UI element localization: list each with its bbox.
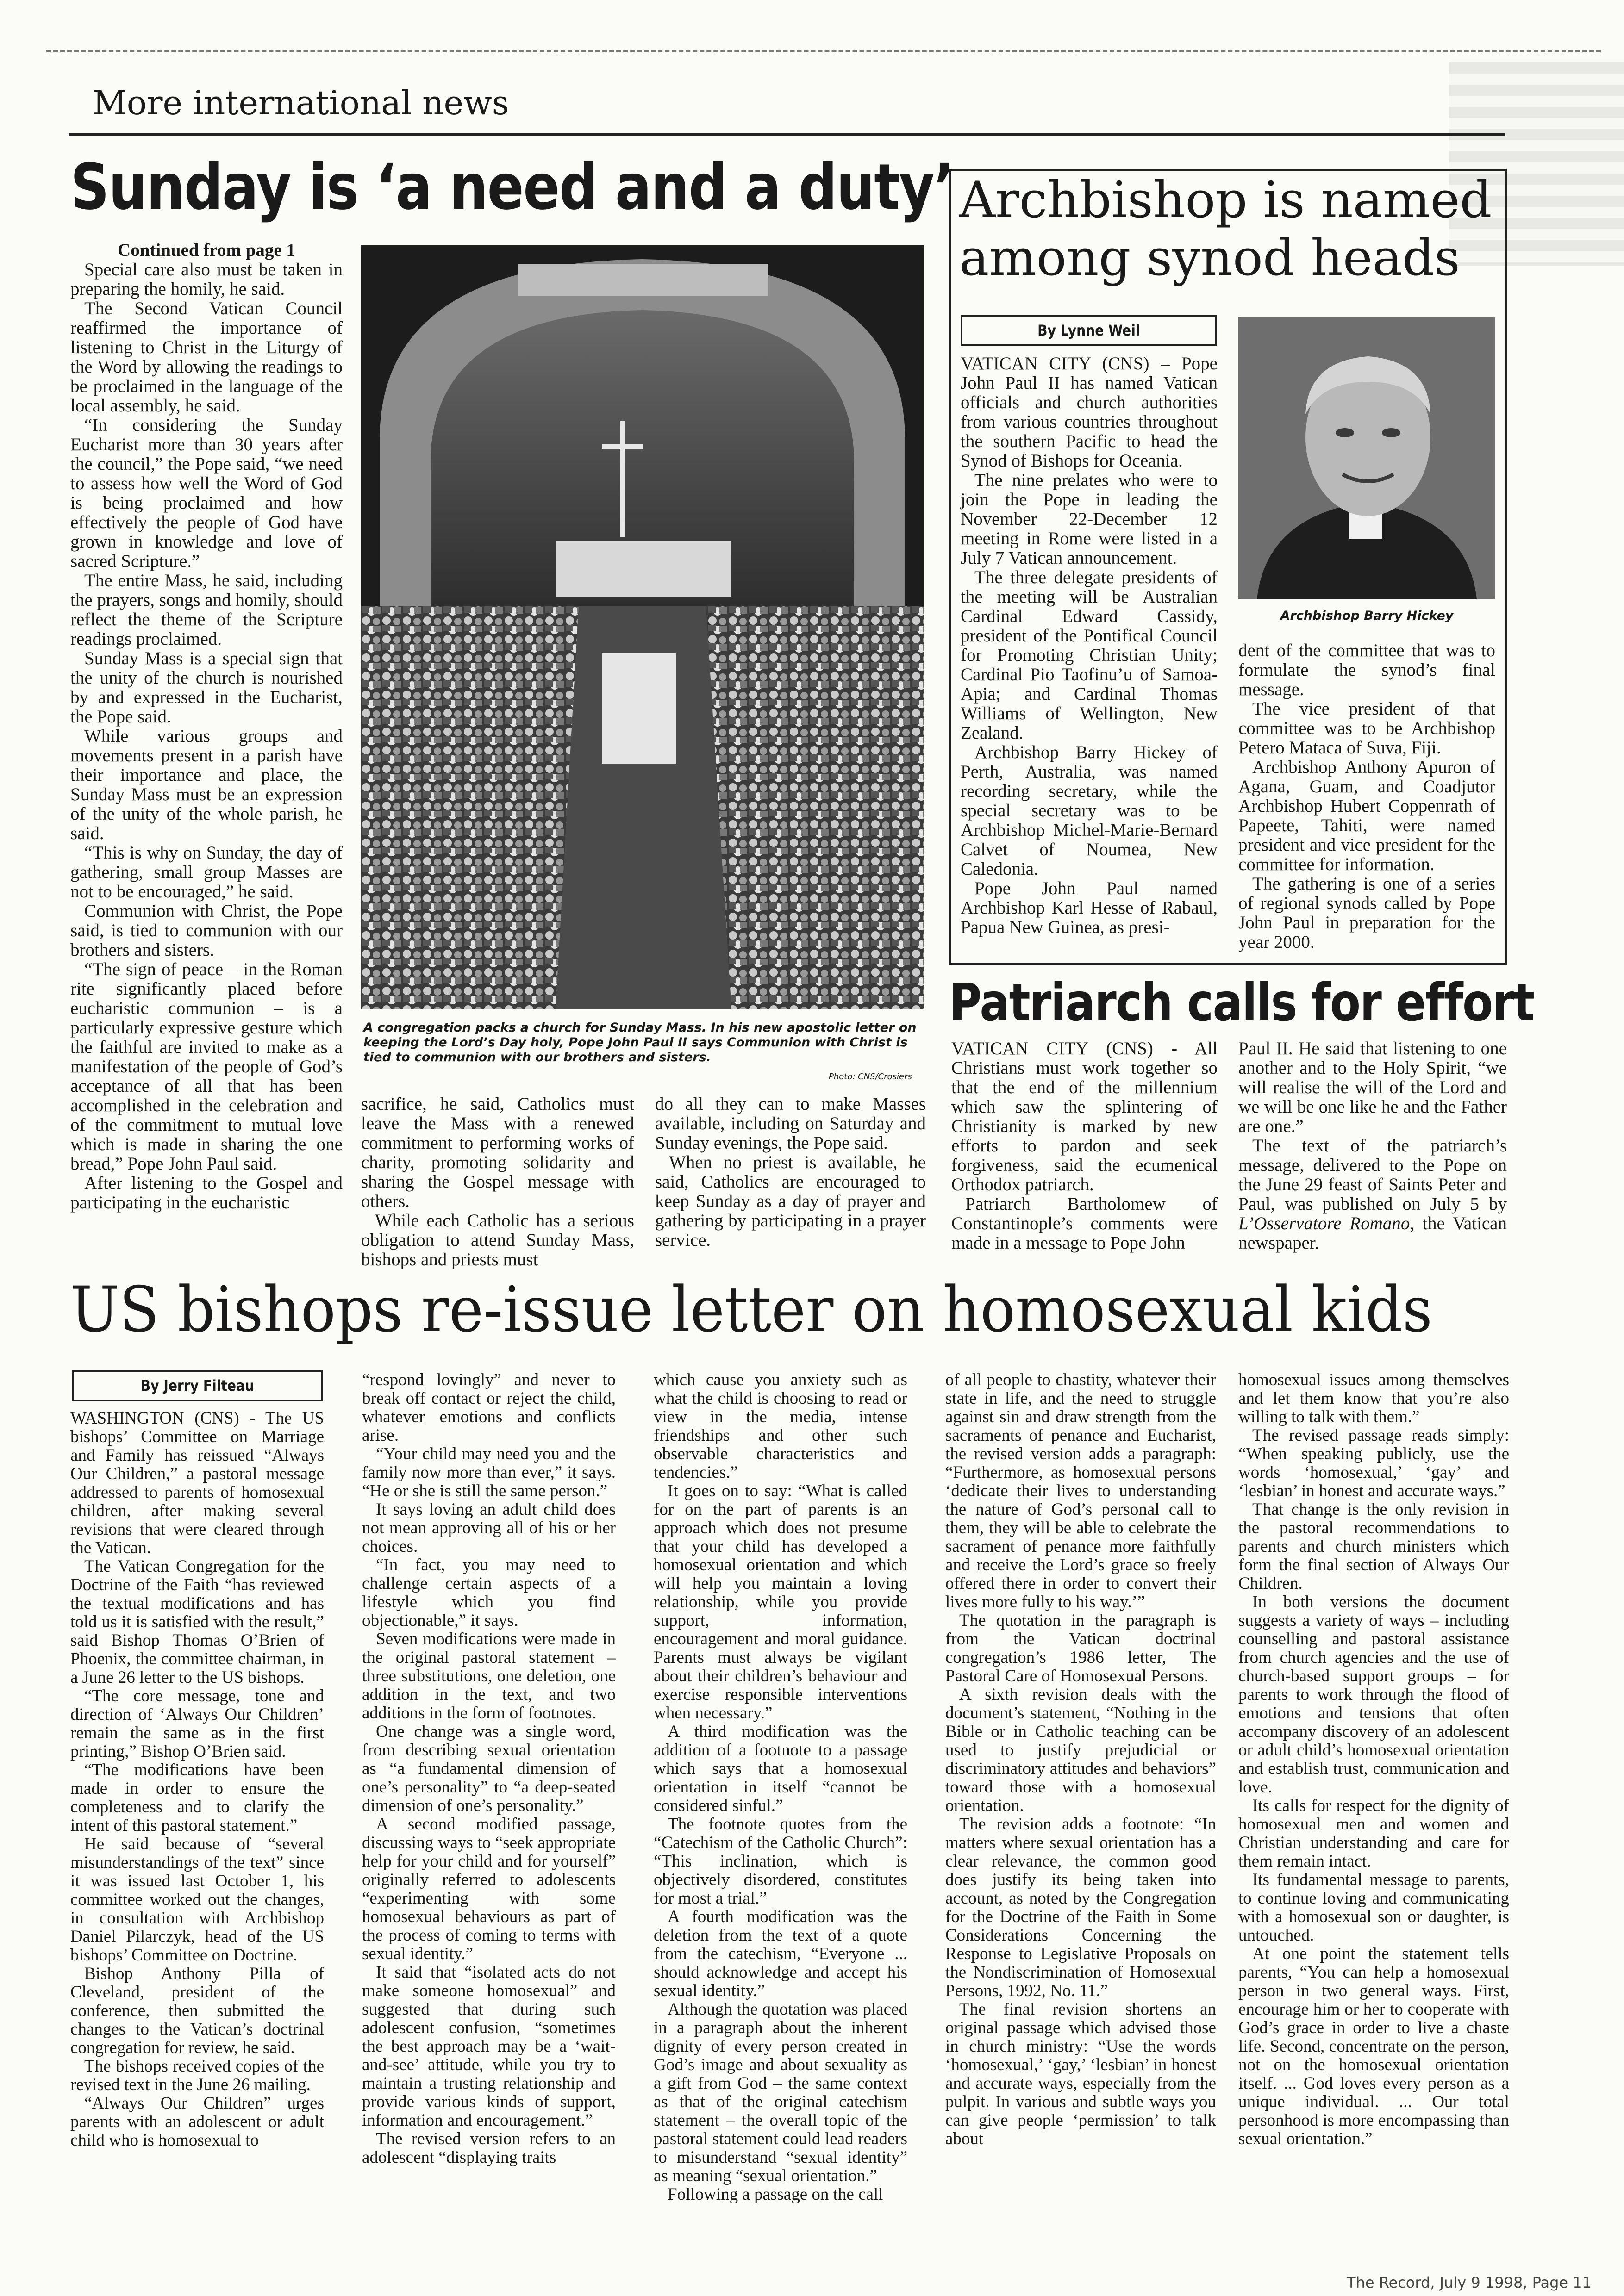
- text-run: , the Vatican newspaper.: [1238, 1213, 1507, 1253]
- paragraph: One change was a single word, from describing sexual orientation as “a fundamental dimension of one’s personality” to “a deep-seated dimension of one’s personality.”: [362, 1722, 616, 1815]
- paragraph: homosexual issues among themselves and let them know that you’re also willing to talk with them.”: [1238, 1370, 1509, 1426]
- continued-note: Continued from page 1: [118, 240, 295, 260]
- archbishop-byline: [961, 315, 1217, 346]
- paragraph: Archbishop Anthony Apuron of Agana, Guam, and Coadjutor Archbishop Hubert Coppenrath of Papeete, Tahiti, were named president and vice president for the committee for information.: [1238, 757, 1495, 874]
- paragraph: When no priest is available, he said, Catholics are encouraged to keep Sunday as a day of prayer and gathering by participating in a prayer service.: [655, 1152, 926, 1250]
- paragraph: The revised version refers to an adolescent “displaying traits: [362, 2129, 616, 2167]
- paragraph: of all people to chastity, whatever their state in life, and the need to struggle against sin and draw strength from the sacraments of penance and Eucharist, the revised version adds a paragraph: “Furthermore, as homosexual persons ‘dedicate their lives to understanding the nature of God’s personal call to them, they will be able to celebrate the sacrament of penance more faithfully and receive the Lord’s grace so freely offered there in order to convert their lives more fully to his way.’”: [945, 1370, 1216, 1612]
- archbishop-headline: [959, 171, 1492, 287]
- paragraph: “In considering the Sunday Eucharist more than 30 years after the council,” the Pope said, “we need to assess how well the Word of God is being proclaimed and how effectively the people of God have grown in knowledge and love of sacred Scripture.”: [70, 415, 343, 571]
- paragraph: The final revision shortens an original passage which advised those in church ministry: “Use the words ‘homosexual,’ ‘gay,’ ‘lesbian’ in honest and accurate ways, especially from the pulpit. In various and subtle ways you can give people ‘permission’ to talk about: [945, 2000, 1216, 2148]
- bishops-byline: [72, 1370, 323, 1401]
- bishops-column-3: [654, 1371, 907, 2204]
- paragraph: Its fundamental message to parents, to continue loving and communicating with a homosexual son or daughter, is untouched.: [1238, 1870, 1509, 1945]
- paragraph: “The core message, tone and direction of ‘Always Our Children’ remain the same as in the first printing,” Bishop O’Brien said.: [70, 1686, 324, 1761]
- archbishop-portrait-photo: [1238, 317, 1495, 599]
- paragraph: The vice president of that committee was to be Archbishop Petero Mataca of Suva, Fiji.: [1238, 699, 1495, 758]
- paragraph: That change is the only revision in the pastoral recommendations to parents and church ministers which form the final section of Always Our Children.: [1238, 1500, 1509, 1593]
- paragraph: The Second Vatican Council reaffirmed the importance of listening to Christ in the Liturgy of the Word by allowing the readings to be proclaimed in the language of the local assembly, he said.: [70, 299, 343, 416]
- paragraph: A sixth revision deals with the document’s statement, “Nothing in the Bible or in Catholic teaching can be used to justify prejudicial or discriminatory attitudes and behaviors” toward those with a homosexual orientation.: [945, 1685, 1216, 1815]
- paragraph: While various groups and movements present in a parish have their importance and place, the Sunday Mass must be an expression of the unity of the whole parish, he said.: [70, 726, 343, 843]
- paragraph: do all they can to make Masses available, including on Saturday and Sunday evenings, the Pope said.: [655, 1094, 926, 1153]
- paragraph: Archbishop Barry Hickey of Perth, Australia, was named recording secretary, while the special secretary was to be Archbishop Michel-Marie-Bernard Calvet of Noumea, New Caledonia.: [961, 742, 1218, 879]
- paragraph: It said that “isolated acts do not make someone homosexual” and suggested that during such adolescent confusion, “sometimes the best approach may be a ‘wait-and-see’ attitude, while you try to maintain a trusting relationship and provide various kinds of support, information and encouragement.”: [362, 1963, 616, 2130]
- paragraph: The bishops received copies of the revised text in the June 26 mailing.: [70, 2057, 324, 2094]
- newspaper-title: L’Osservatore Romano: [1238, 1213, 1410, 1233]
- paragraph: The nine prelates who were to join the Pope in leading the November 22-December 12 meeting in Rome were listed in a July 7 Vatican announcement.: [961, 470, 1218, 568]
- paragraph: The quotation in the paragraph is from the Vatican doctrinal congregation’s 1986 letter, The Pastoral Care of Homosexual Persons.: [945, 1611, 1216, 1686]
- paragraph: Paul II. He said that listening to one another and to the Holy Spirit, “we will realise the will of the Lord and we will be one like he and the Father are one.”: [1238, 1039, 1507, 1136]
- paragraph: The revised passage reads simply: “When speaking publicly, use the words ‘homosexual,’ ‘gay’ and ‘lesbian’ in honest and accurate ways.”: [1238, 1426, 1509, 1500]
- paragraph: The entire Mass, he said, including the prayers, songs and homily, should reflect the theme of the Scripture readings proclaimed.: [70, 571, 343, 649]
- headline-line: Archbishop is named: [959, 171, 1492, 229]
- paragraph: [1238, 1136, 1507, 1253]
- patriarch-headline: Patriarch calls for effort: [949, 973, 1534, 1033]
- photo-credit: Photo: CNS/Crosiers: [829, 1072, 912, 1082]
- sunday-column-2: [361, 1095, 634, 1269]
- paragraph: Bishop Anthony Pilla of Cleveland, president of the conference, then submitted the changes to the Vatican’s doctrinal congregation for review, he said.: [70, 1964, 324, 2057]
- patriarch-column-1: [951, 1039, 1218, 1253]
- church-congregation-photo: [361, 245, 924, 1009]
- bishops-column-4: [945, 1371, 1216, 2148]
- paragraph: A second modified passage, discussing ways to “seek appropriate help for your child and for yourself” originally referred to adolescents “experimenting with some homosexual behaviours as part of the process of coming to terms with sexual identity.”: [362, 1815, 616, 1963]
- paragraph: It goes on to say: “What is called for on the part of parents is an approach which does not presume that your child has developed a homosexual orientation and which will help you maintain a loving relationship, while you provide support, information, encouragement and moral guidance. Parents must always be vigilant about their children’s behaviour and exercise responsible interventions when necessary.”: [654, 1481, 907, 1723]
- sunday-column-1: [70, 241, 343, 1213]
- sunday-headline: Sunday is ‘a need and a duty’: [70, 151, 954, 224]
- paragraph: Its calls for respect for the dignity of homosexual men and women and Christian understanding and care for them remain intact.: [1238, 1796, 1509, 1871]
- paragraph: “The modifications have been made in order to ensure the completeness and to clarify the intent of this pastoral statement.”: [70, 1761, 324, 1835]
- section-rule: [69, 133, 1505, 136]
- paragraph: In both versions the document suggests a variety of ways – including counselling and pastoral assistance from church agencies and the use of church-based support groups – for parents to work through the flood of emotions and tensions that often accompany discovery of an adolescent or adult child’s homosexual orientation and establish trust, communication and love.: [1238, 1593, 1509, 1797]
- photo-caption: A congregation packs a church for Sunday Mass. In his new apostolic letter on keeping the Lord’s Day holy, Pope John Paul II says Communion with Christ is tied to communion with our brothers and sisters.: [363, 1020, 917, 1064]
- paragraph: After listening to the Gospel and participating in the eucharistic: [70, 1173, 343, 1213]
- paragraph: “This is why on Sunday, the day of gathering, small group Masses are not to be encouraged,” he said.: [70, 843, 343, 902]
- headline-line: among synod heads: [959, 229, 1460, 287]
- portrait-caption: Archbishop Barry Hickey: [1280, 609, 1454, 623]
- paragraph: The three delegate presidents of the meeting will be Australian Cardinal Edward Cassidy, president of the Pontifical Council for Promoting Christian Unity; Cardinal Pio Taofinu’u of Samoa-Apia; and Cardinal Thomas Williams of Wellington, New Zealand.: [961, 567, 1218, 743]
- paragraph: “respond lovingly” and never to break off contact or reject the child, whatever emotions and conflicts arise.: [362, 1370, 616, 1445]
- paragraph: While each Catholic has a serious obligation to attend Sunday Mass, bishops and priests must: [361, 1211, 634, 1269]
- paragraph: The gathering is one of a series of regional synods called by Pope John Paul in preparation for the year 2000.: [1238, 874, 1495, 952]
- top-dashed-border: [46, 50, 1601, 52]
- byline-text: By Jerry Filteau: [140, 1377, 255, 1394]
- paragraph: It says loving an adult child does not mean approving all of his or her choices.: [362, 1500, 616, 1556]
- paragraph: “In fact, you may need to challenge certain aspects of a lifestyle which you find objectionable,” it says.: [362, 1556, 616, 1630]
- paragraph: dent of the committee that was to formulate the synod’s final message.: [1238, 641, 1495, 699]
- paragraph: VATICAN CITY (CNS) - All Christians must work together so that the end of the millennium which saw the splintering of Christianity is marked by new efforts to pardon and seek forgiveness, said the ecumenical Orthodox patriarch.: [951, 1039, 1218, 1195]
- page-footer: The Record, July 9 1998, Page 11: [1347, 2274, 1592, 2291]
- paragraph: The footnote quotes from the “Catechism of the Catholic Church”: “This inclination, which is objectively disordered, constitutes for most a trial.”: [654, 1815, 907, 1908]
- paragraph: A third modification was the addition of a footnote to a passage which says that a homosexual orientation in itself “cannot be considered sinful.”: [654, 1722, 907, 1815]
- bishops-column-1: [70, 1409, 324, 2150]
- paragraph: A fourth modification was the deletion from the text of a quote from the catechism, “Everyone ... should acknowledge and accept his sexual identity.”: [654, 1907, 907, 2000]
- paragraph: Seven modifications were made in the original pastoral statement – three substitutions, one deletion, one addition in the text, and two additions in the form of footnotes.: [362, 1630, 616, 1723]
- paragraph: Pope John Paul named Archbishop Karl Hesse of Rabaul, Papua New Guinea, as presi-: [961, 878, 1218, 937]
- paragraph: Sunday Mass is a special sign that the unity of the church is nourished by and expressed in the Eucharist, the Pope said.: [70, 648, 343, 727]
- section-header: More international news: [93, 83, 509, 122]
- paragraph: “Always Our Children” urges parents with an adolescent or adult child who is homosexual to: [70, 2094, 324, 2150]
- paragraph: Patriarch Bartholomew of Constantinople’s comments were made in a message to Pope John: [951, 1194, 1218, 1253]
- bishops-headline: US bishops re-issue letter on homosexual kids: [70, 1273, 1433, 1346]
- paragraph: Communion with Christ, the Pope said, is tied to communion with our brothers and sisters.: [70, 901, 343, 960]
- paragraph: “The sign of peace – in the Roman rite significantly placed before eucharistic communion – is a particularly expressive gesture which the faithful are invited to make as a manifestation of the people of God’s acceptance of all that has been accomplished in the celebration and of the commitment to mutual love which is made in sharing the one bread,” Pope John Paul said.: [70, 959, 343, 1174]
- paragraph: Following a passage on the call: [668, 2185, 883, 2204]
- paragraph: “Your child may need you and the family now more than ever,” it says. “He or she is still the same person.”: [362, 1444, 616, 1500]
- byline-text: By Lynne Weil: [1037, 322, 1140, 339]
- archbishop-column-1: [961, 354, 1218, 937]
- archbishop-column-2: [1238, 641, 1495, 952]
- patriarch-column-2: [1238, 1039, 1507, 1253]
- paragraph: which cause you anxiety such as what the child is choosing to read or view in the media, intense friendships and other such observable characteristics and tendencies.”: [654, 1370, 907, 1482]
- paragraph: The revision adds a footnote: “In matters where sexual orientation has a clear relevance, the common good does justify its being taken into account, as noted by the Congregation for the Doctrine of the Faith in Some Considerations Concerning the Response to Legislative Proposals on the Nondiscrimination of Homosexual Persons, 1992, No. 11.”: [945, 1815, 1216, 2000]
- paragraph: The Vatican Congregation for the Doctrine of the Faith “has reviewed the textual modifications and has told us it is satisfied with the result,” said Bishop Thomas O’Brien of Phoenix, the committee chairman, in a June 26 letter to the US bishops.: [70, 1557, 324, 1687]
- paragraph: He said because of “several misunderstandings of the text” since it was issued last October 1, his committee worked out the changes, in consultation with Archbishop Daniel Pilarczyk, head of the US bishops’ Committee on Doctrine.: [70, 1835, 324, 1965]
- text-run: The text of the patriarch’s message, delivered to the Pope on the June 29 feast of Saints Peter and Paul, was published on July 5 by: [1238, 1136, 1507, 1214]
- bishops-column-5: [1238, 1371, 1509, 2148]
- bishops-column-2: [362, 1371, 616, 2167]
- paragraph: sacrifice, he said, Catholics must leave the Mass with a renewed commitment to performing works of charity, promoting solidarity and sharing the Gospel message with others.: [361, 1094, 634, 1211]
- paragraph: At one point the statement tells parents, “You can help a homosexual person in two general ways. First, encourage him or her to cooperate with God’s grace in order to live a chaste life. Second, concentrate on the person, not on the homosexual orientation itself. ... God loves every person as a unique individual. ... Our total personhood is more encompassing than sexual orientation.”: [1238, 1944, 1509, 2148]
- paragraph: WASHINGTON (CNS) - The US bishops’ Committee on Marriage and Family has reissued “Always Our Children,” a pastoral message addressed to parents of homosexual children, after making several revisions that were cleared through the Vatican.: [70, 1409, 324, 1557]
- paragraph: Special care also must be taken in preparing the homily, he said.: [70, 260, 343, 299]
- paragraph: VATICAN CITY (CNS) – Pope John Paul II has named Vatican officials and church authorities from various countries throughout the southern Pacific to head the Synod of Bishops for Oceania.: [961, 354, 1218, 471]
- paragraph: Although the quotation was placed in a paragraph about the inherent dignity of every person created in God’s image and about sexuality as a gift from God – the same context as that of the original catechism statement – the overall topic of the pastoral statement could lead readers to misunderstand “sexual identity” as meaning “sexual orientation.”: [654, 2000, 907, 2185]
- sunday-column-3: [655, 1095, 926, 1250]
